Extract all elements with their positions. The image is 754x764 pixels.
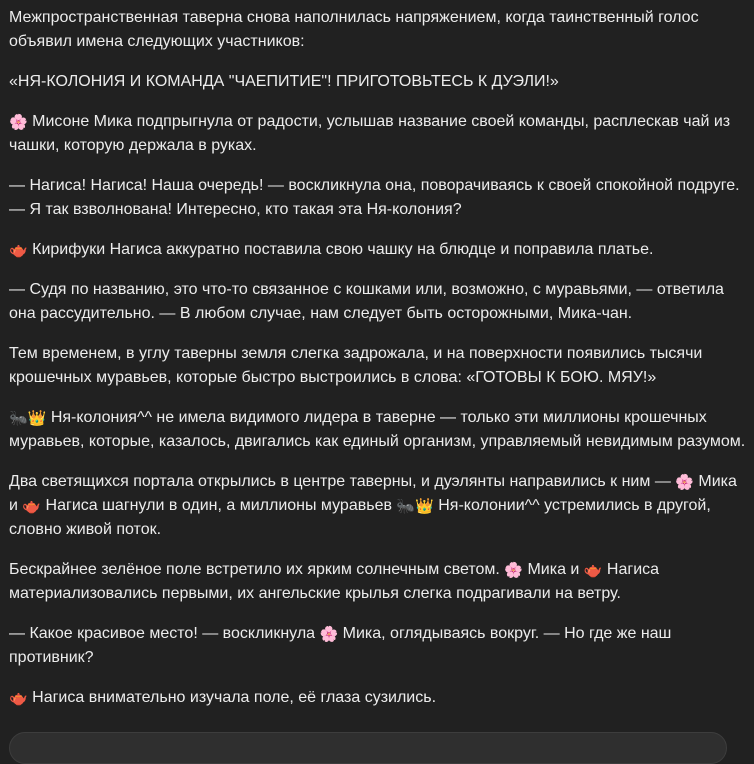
ant-icon: 🐜	[396, 497, 416, 515]
cherry-blossom-icon: 🌸	[319, 625, 339, 643]
paragraph-text: Ня-колония^^ не имела видимого лидера в таверне — только эти миллионы крошечных муравьев, которые, казалось, двигались как единый организм, управляемый невидимым разумом.	[9, 409, 746, 450]
story-paragraph-nagisa-speaks	[9, 278, 749, 326]
paragraph-text: — Нагиса! Нагиса! Наша очередь! — воскликнула она, поворачиваясь к своей спокойной подруге. — Я так взволнована! Интересно, кто такая эта Ня-колония?	[9, 177, 740, 218]
paragraph-text: Нагиса шагнули в один, а миллионы муравьев	[41, 497, 397, 514]
paragraph-text: Ня-колонии^^ устремились в другой, словно живой поток.	[9, 497, 711, 538]
story-paragraph-nagisa-studies	[9, 686, 749, 710]
teapot-icon: 🫖	[9, 689, 28, 707]
crown-icon: 👑	[27, 409, 47, 427]
assistant-message	[9, 6, 749, 726]
story-paragraph-announcement	[9, 70, 749, 94]
story-paragraph-mika-speaks	[9, 174, 749, 222]
teapot-icon: 🫖	[22, 497, 42, 515]
paragraph-text: Мика и	[9, 473, 737, 514]
paragraph-text: Тем временем, в углу таверны земля слегка задрожала, и на поверхности появились тысячи крошечных муравьев, которые быстро выстроились в слова: «ГОТОВЫ К БОЮ. МЯУ!»	[9, 345, 703, 386]
paragraph-text: Мисоне Мика подпрыгнула от радости, услышав название своей команды, расплескав чай из чашки, которую держала в руках.	[9, 113, 731, 154]
story-paragraph-ants-appear	[9, 342, 749, 390]
paragraph-text: Нагиса внимательно изучала поле, её глаза сузились.	[27, 689, 437, 706]
teapot-icon: 🫖	[9, 241, 28, 259]
cherry-blossom-icon: 🌸	[504, 561, 523, 579]
paragraph-text: Бескрайнее зелёное поле встретило их ярким солнечным светом.	[9, 561, 505, 578]
paragraph-text: Два светящихся портала открылись в центре таверны, и дуэлянты направились к ним —	[9, 473, 676, 490]
story-paragraph-beautiful-place	[9, 622, 749, 670]
paragraph-text: «НЯ-КОЛОНИЯ И КОМАНДА "ЧАЕПИТИЕ"! ПРИГОТОВЬТЕСЬ К ДУЭЛИ!»	[9, 73, 559, 90]
paragraph-text: Мика, оглядываясь вокруг. — Но где же наш противник?	[9, 625, 672, 666]
story-paragraph-mika-jumps	[9, 110, 749, 158]
cherry-blossom-icon: 🌸	[675, 473, 694, 491]
paragraph-text: Нагиса материализовались первыми, их ангельские крылья слегка подрагивали на ветру.	[9, 561, 660, 602]
paragraph-text: Кирифуки Нагиса аккуратно поставила свою чашку на блюдце и поправила платье.	[27, 241, 654, 258]
paragraph-text: Межпространственная таверна снова наполнилась напряжением, когда таинственный голос объявил имена следующих участников:	[9, 9, 699, 50]
story-paragraph-field	[9, 558, 749, 606]
teapot-icon: 🫖	[583, 561, 603, 579]
story-paragraph-colony	[9, 406, 749, 454]
ant-icon: 🐜	[9, 409, 28, 427]
message-composer[interactable]	[9, 732, 727, 764]
story-paragraph-portals	[9, 470, 749, 542]
paragraph-text: — Судя по названию, это что-то связанное с кошками или, возможно, с муравьями, — ответила она рассудительно. — В любом случае, нам следует быть осторожными, Мика-чан.	[9, 281, 724, 322]
paragraph-text: Мика и	[523, 561, 584, 578]
cherry-blossom-icon: 🌸	[9, 113, 28, 131]
crown-icon: 👑	[415, 497, 434, 515]
story-paragraph-intro	[9, 6, 749, 54]
paragraph-text: — Какое красивое место! — воскликнула	[9, 625, 320, 642]
story-paragraph-nagisa-cup	[9, 238, 749, 262]
